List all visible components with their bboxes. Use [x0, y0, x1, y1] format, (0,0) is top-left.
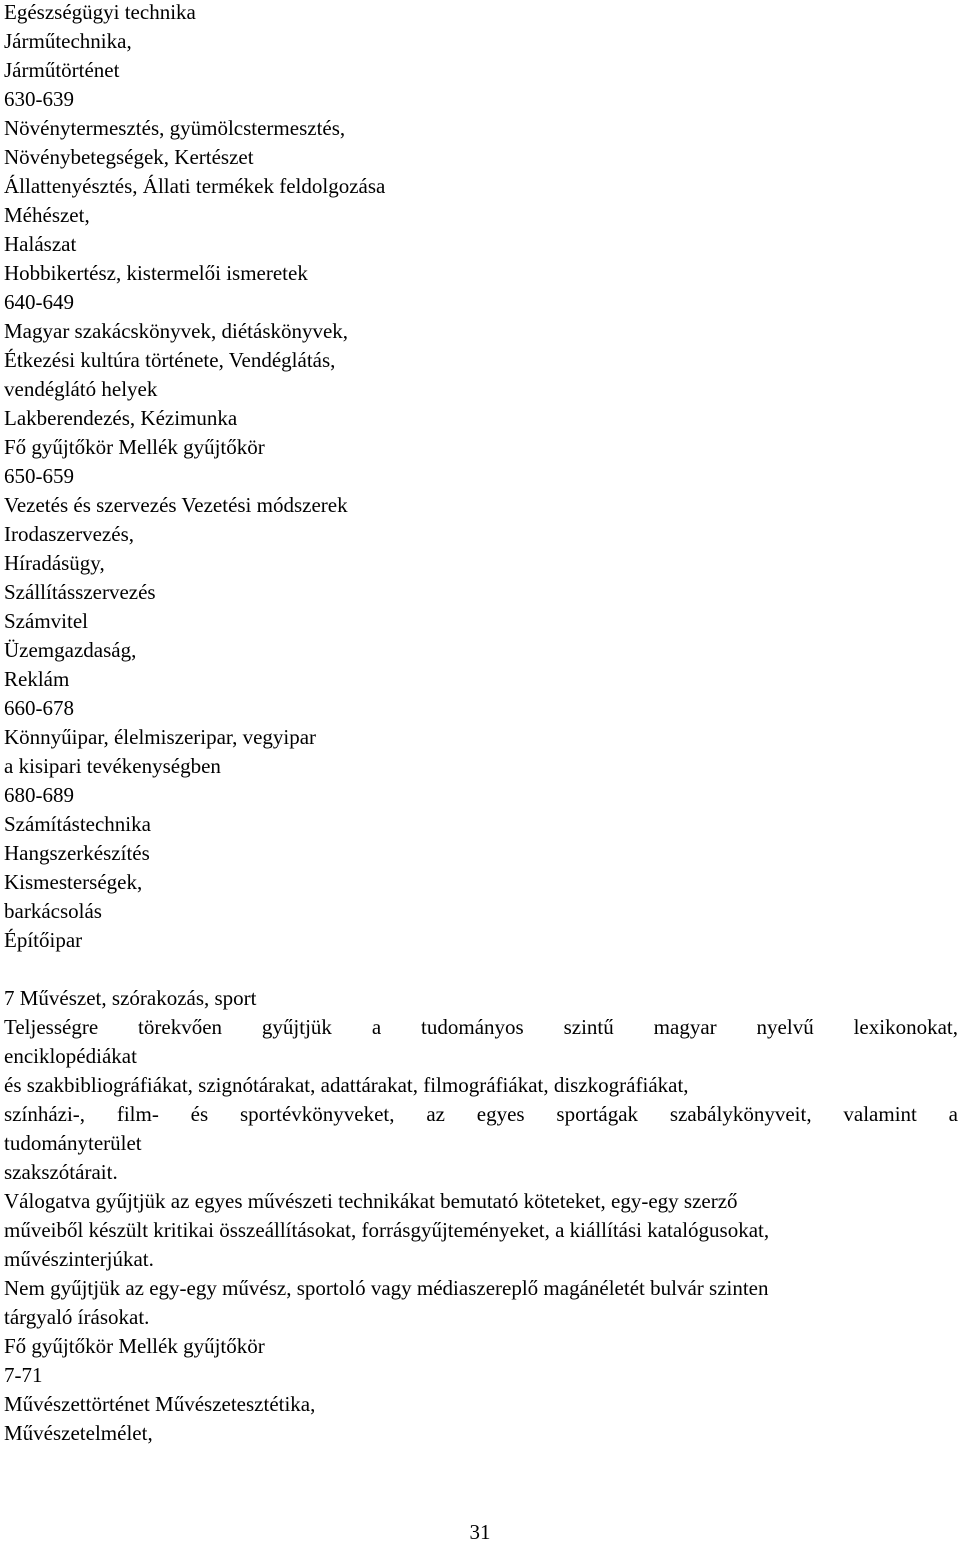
text-line: 680-689	[4, 783, 74, 807]
text-line: Hangszerkészítés	[4, 841, 150, 865]
paragraph-line: és szakbibliográfiákat, szignótárakat, adattárakat, filmográfiákat, diszkográfiákat,	[4, 1073, 689, 1097]
text-line: Állattenyésztés, Állati termékek feldolgozása	[4, 174, 386, 198]
text-line: Kismesterségek,	[4, 870, 143, 894]
text-line: 660-678	[4, 696, 74, 720]
text-line: Egészségügyi technika	[4, 0, 196, 24]
text-line: 7-71	[4, 1363, 43, 1387]
text-line: Művészetelmélet,	[4, 1421, 153, 1445]
text-line: Növénytermesztés, gyümölcstermesztés,	[4, 116, 346, 140]
text-line: Művészettörténet Művészetesztétika,	[4, 1392, 316, 1416]
text-line: Étkezési kultúra története, Vendéglátás,	[4, 348, 336, 372]
text-line: Méhészet,	[4, 203, 90, 227]
paragraph-line: színházi-, film- és sportévkönyveket, az egyes sportágak szabálykönyveit, valamint a	[4, 1102, 958, 1126]
text-line: 640-649	[4, 290, 74, 314]
text-line: Reklám	[4, 667, 70, 691]
text-line: Hobbikertész, kistermelői ismeretek	[4, 261, 308, 285]
text-line: Szállításszervezés	[4, 580, 156, 604]
text-line: Könnyűipar, élelmiszeripar, vegyipar	[4, 725, 317, 749]
paragraph-line: tudományterület	[4, 1131, 142, 1155]
page-number: 31	[469, 1520, 491, 1544]
blank-line	[4, 955, 958, 984]
section-heading: 7 Művészet, szórakozás, sport	[4, 986, 257, 1010]
text-line: Halászat	[4, 232, 77, 256]
text-line: Járműtechnika,	[4, 29, 132, 53]
text-line: Magyar szakácskönyvek, diétáskönyvek,	[4, 319, 349, 343]
text-line: Vezetés és szervezés Vezetési módszerek	[4, 493, 348, 517]
paragraph-line: művészinterjúkat.	[4, 1247, 154, 1271]
page-content	[4, 0, 958, 1448]
paragraph-line: tárgyaló írásokat.	[4, 1305, 150, 1329]
text-line: Növénybetegségek, Kertészet	[4, 145, 254, 169]
paragraph-line: műveiből készült kritikai összeállításokat, forrásgyűjteményeket, a kiállítási katalógusokat,	[4, 1218, 770, 1242]
paragraph-line: Nem gyűjtjük az egy-egy művész, sportoló vagy médiaszereplő magánéletét bulvár szinten	[4, 1276, 769, 1300]
text-line: Lakberendezés, Kézimunka	[4, 406, 238, 430]
text-line: barkácsolás	[4, 899, 102, 923]
text-line: Fő gyűjtőkör Mellék gyűjtőkör	[4, 435, 265, 459]
text-line: Építőipar	[4, 928, 83, 952]
text-line: Híradásügy,	[4, 551, 105, 575]
paragraph-line: Válogatva gyűjtjük az egyes művészeti technikákat bemutató köteteket, egy-egy szerző	[4, 1189, 738, 1213]
text-line: 650-659	[4, 464, 74, 488]
text-line: vendéglátó helyek	[4, 377, 158, 401]
text-line: Irodaszervezés,	[4, 522, 134, 546]
text-line: Számvitel	[4, 609, 88, 633]
paragraph-line: szakszótárait.	[4, 1160, 118, 1184]
text-line: Fő gyűjtőkör Mellék gyűjtőkör	[4, 1334, 265, 1358]
text-line: a kisipari tevékenységben	[4, 754, 221, 778]
paragraph-line: Teljességre törekvően gyűjtjük a tudományos szintű magyar nyelvű lexikonokat,	[4, 1015, 958, 1039]
text-line: Üzemgazdaság,	[4, 638, 137, 662]
text-line: 630-639	[4, 87, 74, 111]
text-line: Számítástechnika	[4, 812, 151, 836]
paragraph-line: enciklopédiákat	[4, 1044, 137, 1068]
text-line: Járműtörténet	[4, 58, 120, 82]
